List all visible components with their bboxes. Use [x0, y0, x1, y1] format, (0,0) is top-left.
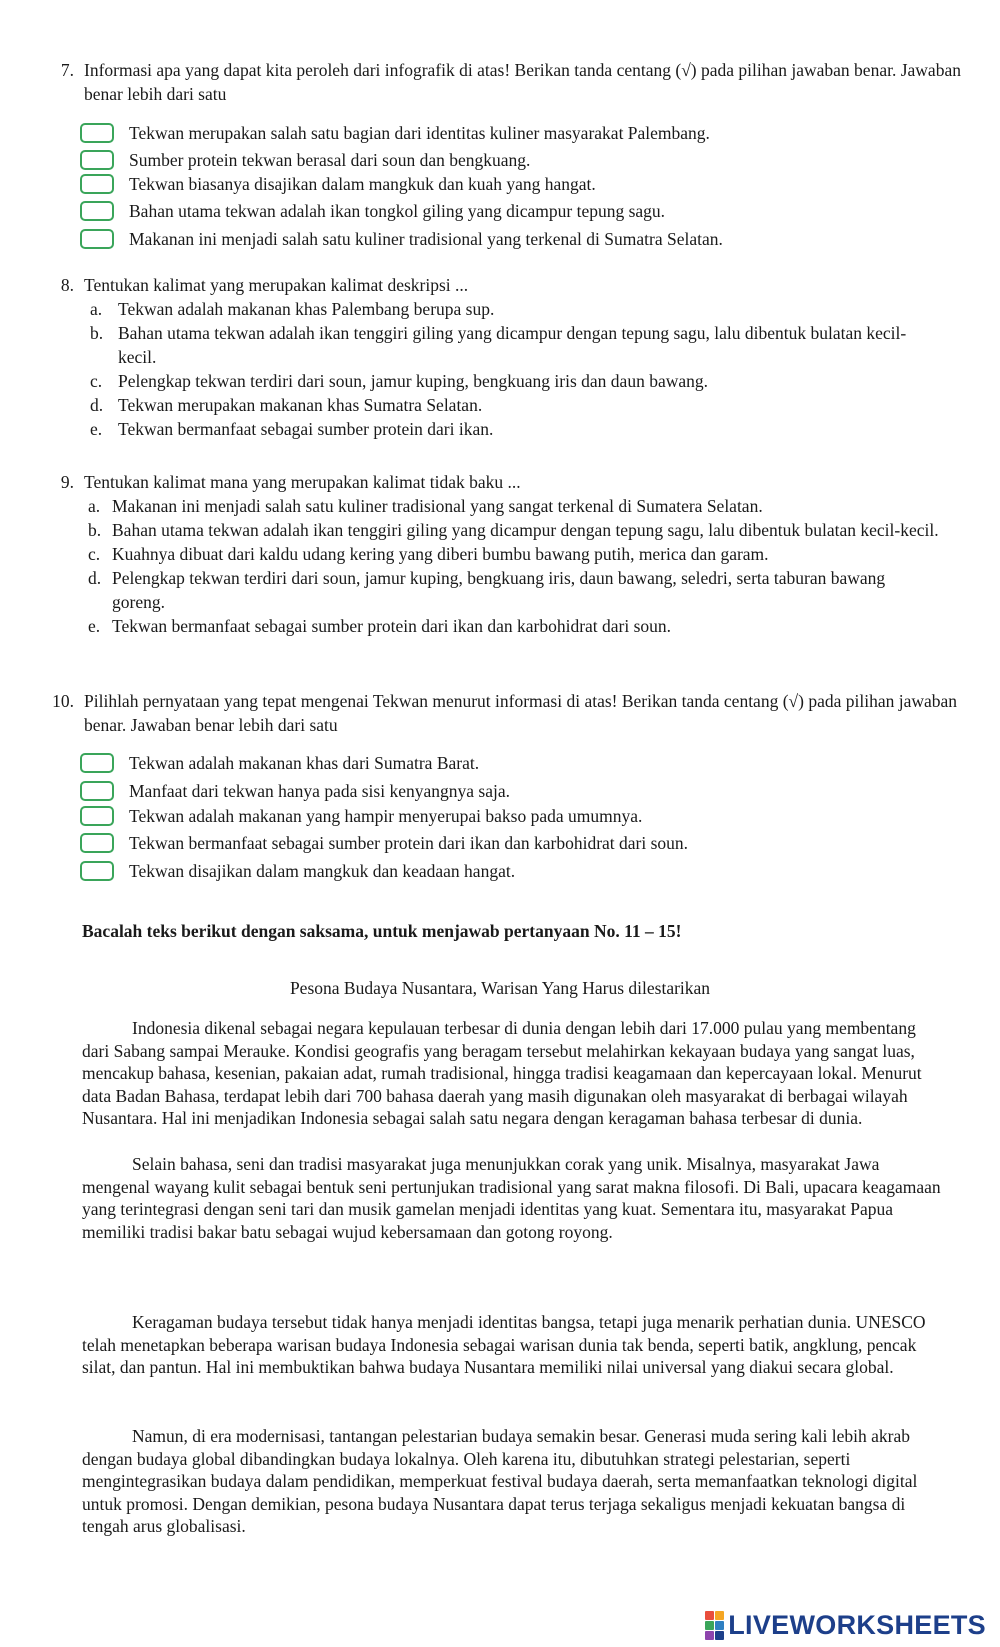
logo-square — [705, 1621, 714, 1630]
answer-checkbox[interactable] — [80, 201, 114, 221]
answer-checkbox[interactable] — [80, 753, 114, 773]
option-letter: c. — [90, 371, 103, 391]
question-text: Tentukan kalimat mana yang merupakan kalimat tidak baku ... — [84, 472, 521, 492]
option-text: Makanan ini menjadi salah satu kuliner tradisional yang terkenal di Sumatra Selatan. — [129, 229, 723, 249]
option-text: Tekwan merupakan salah satu bagian dari identitas kuliner masyarakat Palembang. — [129, 123, 710, 143]
question-number: 8. — [60, 275, 74, 295]
question-8 — [42, 273, 962, 297]
answer-checkbox[interactable] — [80, 861, 114, 881]
checkbox-option[interactable] — [80, 199, 960, 225]
option-letter: d. — [88, 568, 102, 588]
option-text: Kuahnya dibuat dari kaldu udang kering yang diberi bumbu bawang putih, merica dan garam. — [112, 544, 769, 564]
reading-paragraph — [82, 1425, 942, 1538]
question-text: Informasi apa yang dapat kita peroleh dari infografik di atas! Berikan tanda centang (√) pada pilihan jawaban benar. Jawaban benar lebih dari satu — [84, 60, 961, 104]
q8-options — [80, 297, 940, 441]
checkbox-option[interactable] — [80, 227, 960, 253]
paragraph-text: Keragaman budaya tersebut tidak hanya menjadi identitas bangsa, tetapi juga menarik perhatian dunia. UNESCO telah menetapkan beberapa warisan budaya Indonesia sebagai warisan dunia tak benda, seperti batik, angklung, pencak silat, dan pantun. Hal ini membuktikan bahwa budaya Nusantara memiliki nilai universal yang diakui secara global. — [82, 1312, 926, 1377]
logo-text: LIVEWORKSHEETS — [728, 1610, 986, 1640]
paragraph-text: Indonesia dikenal sebagai negara kepulauan terbesar di dunia dengan lebih dari 17.000 pulau yang membentang dari Sabang sampai Merauke. Kondisi geografis yang beragam tersebut melahirkan kekayaan budaya yang sangat luas, mencakup bahasa, kesenian, pakaian adat, rumah tradisional, hingga tradisi keagamaan dan kepercayaan lokal. Menurut data Badan Bahasa, terdapat lebih dari 700 bahasa daerah yang masih digunakan oleh masyarakat di berbagai wilayah Nusantara. Hal ini menjadikan Indonesia sebagai salah satu negara dengan keragaman bahasa terbesar di dunia. — [82, 1018, 922, 1128]
option-a[interactable] — [80, 297, 940, 321]
option-letter: e. — [88, 616, 101, 636]
logo-square — [705, 1611, 714, 1620]
liveworksheets-logo — [705, 1609, 986, 1641]
checkbox-option[interactable] — [80, 831, 960, 857]
answer-checkbox[interactable] — [80, 229, 114, 249]
question-number: 10. — [52, 691, 74, 711]
option-text: Pelengkap tekwan terdiri dari soun, jamur kuping, bengkuang iris dan daun bawang. — [118, 371, 708, 391]
logo-grid-icon — [705, 1611, 724, 1640]
option-text: Bahan utama tekwan adalah ikan tenggiri giling yang dicampur dengan tepung sagu, lalu dibentuk bulatan kecil-kecil. — [112, 520, 939, 540]
checkbox-option[interactable] — [80, 751, 960, 777]
option-d[interactable] — [80, 393, 940, 417]
question-text: Tentukan kalimat yang merupakan kalimat deskripsi ... — [84, 275, 469, 295]
option-letter: c. — [88, 544, 101, 564]
option-text: Makanan ini menjadi salah satu kuliner tradisional yang sangat terkenal di Sumatera Selatan. — [112, 496, 763, 516]
reading-instruction: Bacalah teks berikut dengan saksama, untuk menjawab pertanyaan No. 11 – 15! — [82, 921, 682, 941]
logo-square — [715, 1631, 724, 1640]
option-letter: b. — [88, 520, 102, 540]
option-text: Tekwan disajikan dalam mangkuk dan keadaan hangat. — [129, 861, 516, 881]
option-d[interactable] — [80, 566, 940, 614]
reading-paragraph — [82, 1153, 942, 1243]
question-10 — [42, 689, 962, 737]
question-text: Pilihlah pernyataan yang tepat mengenai Tekwan menurut informasi di atas! Berikan tanda centang (√) pada pilihan jawaban benar. Jawaban benar lebih dari satu — [84, 691, 958, 735]
option-text: Tekwan adalah makanan yang hampir menyerupai bakso pada umumnya. — [129, 806, 643, 826]
option-letter: d. — [90, 395, 104, 415]
option-letter: a. — [88, 496, 101, 516]
reading-paragraph — [82, 1311, 942, 1379]
q9-options — [80, 494, 940, 638]
option-text: Bahan utama tekwan adalah ikan tenggiri giling yang dicampur dengan tepung sagu, lalu dibentuk bulatan kecil-kecil. — [118, 323, 907, 367]
question-number: 9. — [60, 472, 74, 492]
option-b[interactable] — [80, 518, 940, 542]
option-text: Tekwan adalah makanan khas Palembang berupa sup. — [118, 299, 495, 319]
question-7 — [42, 58, 962, 106]
answer-checkbox[interactable] — [80, 806, 114, 826]
checkbox-option[interactable] — [80, 172, 960, 198]
option-letter: b. — [90, 323, 104, 343]
logo-square — [715, 1611, 724, 1620]
answer-checkbox[interactable] — [80, 781, 114, 801]
option-text: Tekwan bermanfaat sebagai sumber protein dari ikan. — [118, 419, 494, 439]
logo-square — [705, 1631, 714, 1640]
option-text: Manfaat dari tekwan hanya pada sisi kenyangnya saja. — [129, 781, 510, 801]
option-a[interactable] — [80, 494, 940, 518]
checkbox-option[interactable] — [80, 859, 960, 885]
option-e[interactable] — [80, 417, 940, 441]
option-b[interactable] — [80, 321, 940, 369]
answer-checkbox[interactable] — [80, 174, 114, 194]
option-letter: e. — [90, 419, 103, 439]
reading-paragraph — [82, 1017, 942, 1130]
paragraph-text: Namun, di era modernisasi, tantangan pelestarian budaya semakin besar. Generasi muda sering kali lebih akrab dengan budaya global dibandingkan budaya lokalnya. Oleh karena itu, dibutuhkan strategi pelestarian, seperti mengintegrasikan budaya dalam pendidikan, memperkuat festival budaya daerah, serta memanfaatkan teknologi digital untuk promosi. Dengan demikian, pesona budaya Nusantara dapat terus terjaga sekaligus menjadi kekuatan bangsa di tengah arus globalisasi. — [82, 1426, 918, 1536]
logo-square — [715, 1621, 724, 1630]
reading-title: Pesona Budaya Nusantara, Warisan Yang Harus dilestarikan — [289, 978, 711, 998]
option-text: Sumber protein tekwan berasal dari soun dan bengkuang. — [129, 150, 531, 170]
question-number: 7. — [60, 60, 74, 80]
checkbox-option[interactable] — [80, 121, 960, 147]
answer-checkbox[interactable] — [80, 150, 114, 170]
option-e[interactable] — [80, 614, 940, 638]
question-9 — [42, 470, 962, 494]
option-c[interactable] — [80, 369, 940, 393]
answer-checkbox[interactable] — [80, 833, 114, 853]
option-letter: a. — [90, 299, 103, 319]
checkbox-option[interactable] — [80, 804, 960, 830]
paragraph-text: Selain bahasa, seni dan tradisi masyarakat juga menunjukkan corak yang unik. Misalnya, masyarakat Jawa mengenal wayang kulit sebagai bentuk seni pertunjukan tradisional yang sarat makna filosofi. Di Bali, upacara keagamaan yang terintegrasi dengan seni tari dan musik gamelan menjadi identitas yang kuat. Sementara itu, masyarakat Papua memiliki tradisi bakar batu sebagai wujud kebersamaan dan gotong royong. — [82, 1154, 941, 1242]
checkbox-option[interactable] — [80, 779, 960, 805]
option-text: Tekwan bermanfaat sebagai sumber protein dari ikan dan karbohidrat dari soun. — [112, 616, 672, 636]
answer-checkbox[interactable] — [80, 123, 114, 143]
option-text: Tekwan merupakan makanan khas Sumatra Selatan. — [118, 395, 483, 415]
option-text: Tekwan biasanya disajikan dalam mangkuk dan kuah yang hangat. — [129, 174, 596, 194]
option-text: Tekwan adalah makanan khas dari Sumatra Barat. — [129, 753, 480, 773]
option-c[interactable] — [80, 542, 940, 566]
checkbox-option[interactable] — [80, 148, 960, 174]
option-text: Bahan utama tekwan adalah ikan tongkol giling yang dicampur tepung sagu. — [129, 201, 666, 221]
option-text: Tekwan bermanfaat sebagai sumber protein dari ikan dan karbohidrat dari soun. — [129, 833, 689, 853]
option-text: Pelengkap tekwan terdiri dari soun, jamur kuping, bengkuang iris, daun bawang, seledri, serta taburan bawang goreng. — [112, 568, 886, 612]
